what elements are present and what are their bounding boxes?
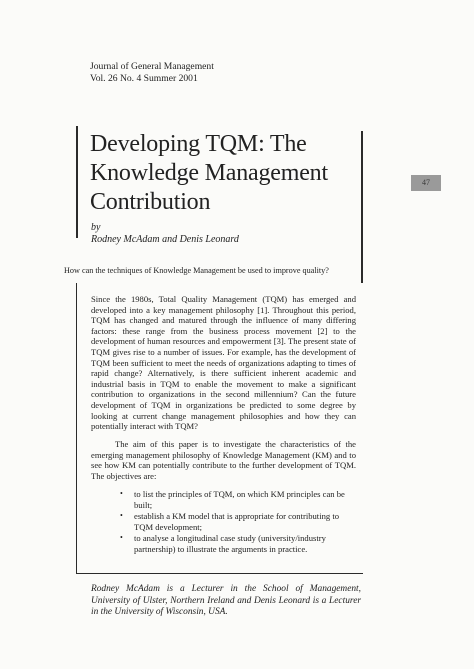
abstract-paragraph-2: The aim of this paper is to investigate the characteristics of the emerging management philosophy of Knowledge Management (KM) and to see how KM can potentially contribute to the further development of TQM. The objectives are: [91, 439, 356, 481]
title-line: Contribution [90, 189, 211, 215]
objective-text: establish a KM model that is appropriate for contributing to TQM development; [134, 511, 340, 532]
bullet-icon: • [120, 511, 123, 521]
journal-header [90, 61, 214, 85]
objective-text: to analyse a longitudinal case study (university/industry partnership) to illustrate the arguments in practice. [134, 533, 326, 554]
abstract-paragraph-1: Since the 1980s, Total Quality Management (TQM) has emerged and developed into a key management philosophy [1]. Throughout this period, TQM has changed and matured through the influence of many differing factors: these range from the business process movement [2] to the development of human resources and empowerment [3]. The present state of TQM gives rise to a number of issues. For example, has the development of TQM been sufficient to meet the needs of organizations adapting to times of rapid change? Alternatively, is there sufficient inherent academic and industrial basis in TQM to enable the movement to make a significant contribution to organizations in the second millennium? Can the future development of TQM in organizations be predicted to some degree by looking at current change management philosophies and how they can potentially interact with TQM? [91, 294, 356, 432]
page-number-tab: 47 [411, 175, 441, 191]
list-item [120, 511, 360, 532]
objectives-list [120, 489, 360, 556]
bullet-icon: • [120, 489, 123, 498]
author-note: Rodney McAdam is a Lecturer in the School of Management, University of Ulster, Northern Ireland and Denis Leonard is a Lecturer in the University of Wisconsin, USA. [91, 584, 361, 617]
bullet-icon: • [120, 533, 123, 543]
title-line: Knowledge Management [90, 160, 328, 186]
objective-text: to list the principles of TQM, on which KM principles can be built; [134, 489, 345, 510]
title-line: Developing TQM: The [90, 131, 307, 157]
vertical-rule [361, 131, 363, 283]
journal-issue: Vol. 26 No. 4 Summer 2001 [90, 73, 198, 84]
title-rule [76, 126, 78, 238]
by-label: by [91, 222, 101, 233]
list-item [120, 489, 360, 510]
journal-name: Journal of General Management [90, 61, 214, 72]
authors: Rodney McAdam and Denis Leonard [91, 234, 239, 245]
byline [91, 222, 239, 246]
article-title [90, 130, 328, 217]
lead-question: How can the techniques of Knowledge Management be used to improve quality? [64, 266, 329, 275]
list-item [120, 533, 360, 554]
